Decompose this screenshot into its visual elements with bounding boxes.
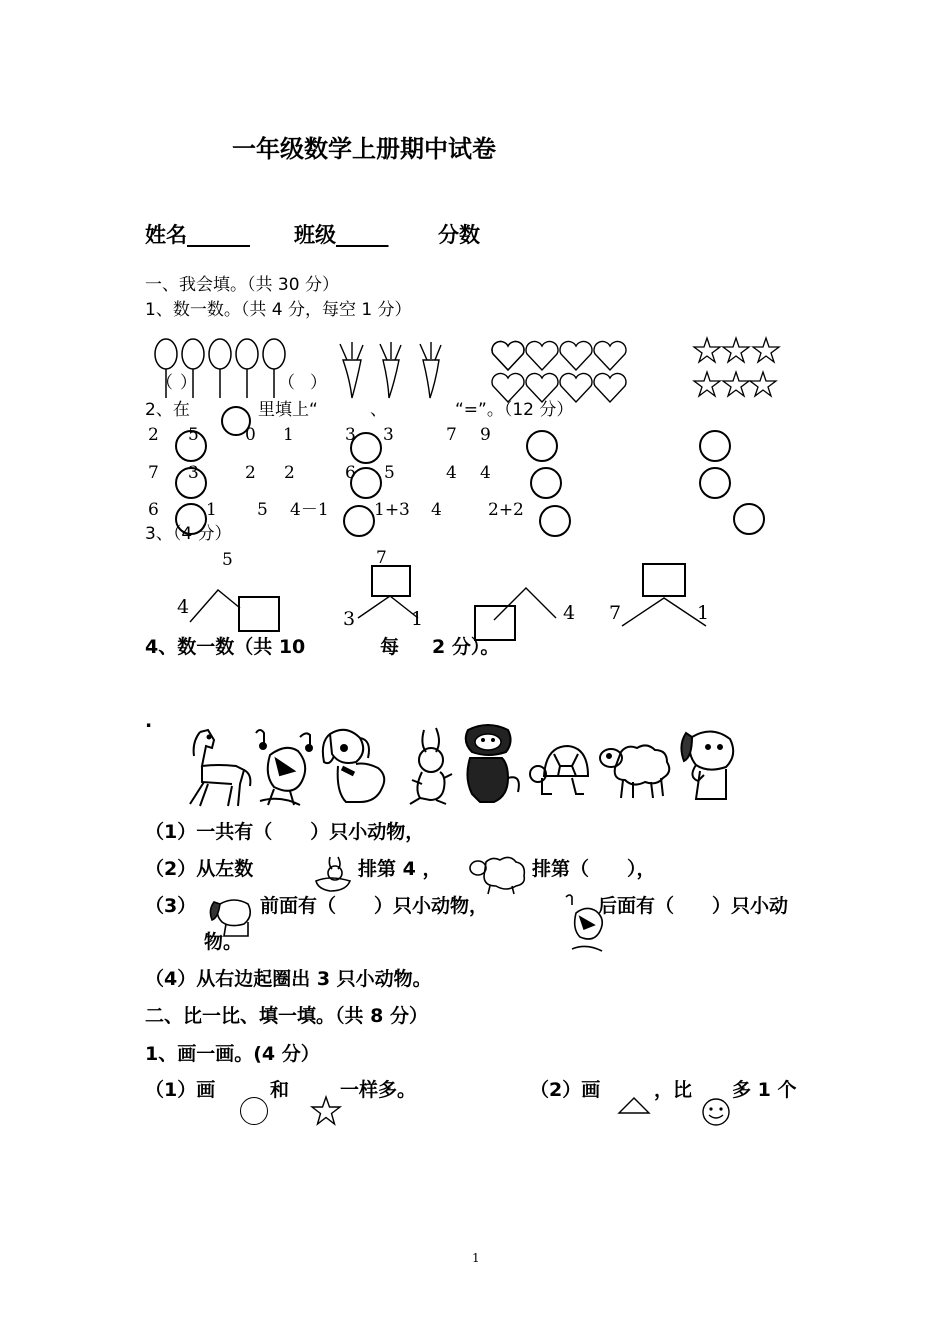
q4-line3c: 后面有（ ）只小动 xyxy=(598,895,789,917)
tree1-left: 4 xyxy=(177,596,190,618)
smiley-icon xyxy=(701,1097,731,1127)
q2-label: 2、在 xyxy=(145,400,190,420)
q2-label-mid: 、 xyxy=(370,400,387,420)
q3-label: 3、（4 分） xyxy=(145,524,232,544)
q4-line2b: 排第 4 ， xyxy=(358,858,442,880)
q2-label-eq: “=”。（12 分） xyxy=(455,400,574,420)
s2-p2b: ，比 xyxy=(654,1079,693,1101)
q2-r3-n2: 1 xyxy=(206,500,217,520)
q2-r1-n3: 0 xyxy=(245,425,256,445)
q1-paren2-left: （ xyxy=(278,373,295,393)
tree2-top: 7 xyxy=(376,548,387,568)
q2-r2-n1: 7 xyxy=(148,463,159,483)
hearts-picture xyxy=(490,340,630,404)
q2-r3-n4: 4－1 xyxy=(290,500,329,520)
tree3-right: 4 xyxy=(563,602,576,624)
tree3-lines xyxy=(490,584,560,624)
tree1-top: 5 xyxy=(222,550,233,570)
q2-r2-n6: 4 xyxy=(446,463,457,483)
q2-r2-n3: 2 xyxy=(245,463,256,483)
bird-picture xyxy=(250,725,320,811)
q2-r1-n8: 9 xyxy=(480,425,491,445)
q2-r3-n6: 4 xyxy=(431,500,442,520)
tree4-answer-box[interactable] xyxy=(642,563,686,597)
q1-label: 1、数一数。（共 4 分，每空 1 分） xyxy=(145,300,412,320)
q4-line2c: 排第（ ）， xyxy=(532,858,656,880)
q2-r1-n1: 2 xyxy=(148,425,159,445)
s2-p1c: 一样多。 xyxy=(340,1079,417,1101)
q4-label: 4、数一数（共 10 xyxy=(145,636,306,658)
name-field-label: 姓名______ xyxy=(145,223,250,247)
compare-circle[interactable] xyxy=(526,430,558,462)
q1-paren2-right: ） xyxy=(310,373,327,393)
horse-picture xyxy=(178,726,258,810)
small-sheep-picture xyxy=(468,852,530,896)
q4-line3d: 物。 xyxy=(204,931,243,953)
q2-r1-n4: 1 xyxy=(283,425,294,445)
turtle-picture xyxy=(528,738,592,802)
q2-r2-n4: 6 xyxy=(345,463,356,483)
q2-r2-n-extra: 2 xyxy=(284,463,295,483)
s2-q1-label: 1、画一画。(4 分） xyxy=(145,1043,320,1065)
tree4-left: 7 xyxy=(609,602,622,624)
q4-line3a: （3） xyxy=(145,895,197,917)
tree1-answer-box[interactable] xyxy=(238,596,280,632)
q4-line3b: 前面有（ ）只小动物， xyxy=(260,895,489,917)
dog-picture xyxy=(316,722,396,810)
section2-heading: 二、比一比、填一填。（共 8 分） xyxy=(145,1005,428,1027)
tree2-right: 1 xyxy=(411,608,424,630)
compare-circle[interactable] xyxy=(175,430,207,462)
tree4-right: 1 xyxy=(697,602,710,624)
s2-p1b: 和 xyxy=(270,1079,290,1101)
q2-r2-n5: 5 xyxy=(384,463,395,483)
q4-label-end: 2 分）。 xyxy=(432,636,500,658)
stars-picture xyxy=(693,336,783,400)
q2-r3-n3: 5 xyxy=(257,500,268,520)
compare-circle[interactable] xyxy=(733,503,765,535)
triangle-icon xyxy=(618,1097,650,1115)
q4-dot: . xyxy=(145,710,153,732)
s2-p2c: 多 1 个 xyxy=(732,1079,797,1101)
q4-line4: （4）从右边起圈出 3 只小动物。 xyxy=(145,968,432,990)
carrots-picture xyxy=(325,340,467,402)
star-icon xyxy=(310,1096,342,1126)
q2-r2-n2: 3 xyxy=(188,463,199,483)
q4-label-tail: 每 xyxy=(380,636,400,658)
q2-r1-n6: 3 xyxy=(383,425,394,445)
rabbit-picture xyxy=(402,726,462,808)
compare-circle[interactable] xyxy=(539,505,571,537)
compare-circle[interactable] xyxy=(699,467,731,499)
section1-heading: 一、我会填。（共 30 分） xyxy=(145,275,339,295)
q2-r1-n5: 3 xyxy=(345,425,356,445)
compare-circle[interactable] xyxy=(175,463,207,499)
page-number: 1 xyxy=(472,1251,480,1265)
q2-r3-n7: 2+2 xyxy=(488,500,524,520)
q2-r3-n5: 1+3 xyxy=(374,500,410,520)
q2-r2-n7: 4 xyxy=(480,463,491,483)
page-title: 一年级数学上册期中试卷 xyxy=(232,135,496,163)
q4-line1: （1）一共有（ ）只小动物， xyxy=(145,821,425,843)
compare-circle[interactable] xyxy=(350,432,382,464)
tree2-left: 3 xyxy=(343,608,356,630)
class-field-label: 班级_____ xyxy=(294,223,389,247)
q2-r1-n2: 5 xyxy=(188,425,199,445)
monkey-picture xyxy=(458,722,522,808)
q2-label-tail: 里填上“ xyxy=(258,400,318,420)
sheep-picture xyxy=(597,738,677,802)
score-field-label: 分数 xyxy=(438,223,480,247)
elephant-picture xyxy=(678,727,740,805)
compare-circle[interactable] xyxy=(530,467,562,499)
q2-r1-n7: 7 xyxy=(446,425,457,445)
small-rabbit-picture xyxy=(310,855,356,895)
q2-r3-n1: 6 xyxy=(148,500,159,520)
q4-line2a: （2）从左数 xyxy=(145,858,254,880)
compare-circle[interactable] xyxy=(699,430,731,462)
s2-p2a: （2）画 xyxy=(530,1079,601,1101)
q1-paren-right: ） xyxy=(180,373,197,393)
compare-circle[interactable] xyxy=(350,467,382,499)
s2-p1a: （1）画 xyxy=(145,1079,216,1101)
q1-paren-left: （ xyxy=(156,373,173,393)
circle-shape xyxy=(240,1097,268,1125)
compare-circle[interactable] xyxy=(343,505,375,537)
